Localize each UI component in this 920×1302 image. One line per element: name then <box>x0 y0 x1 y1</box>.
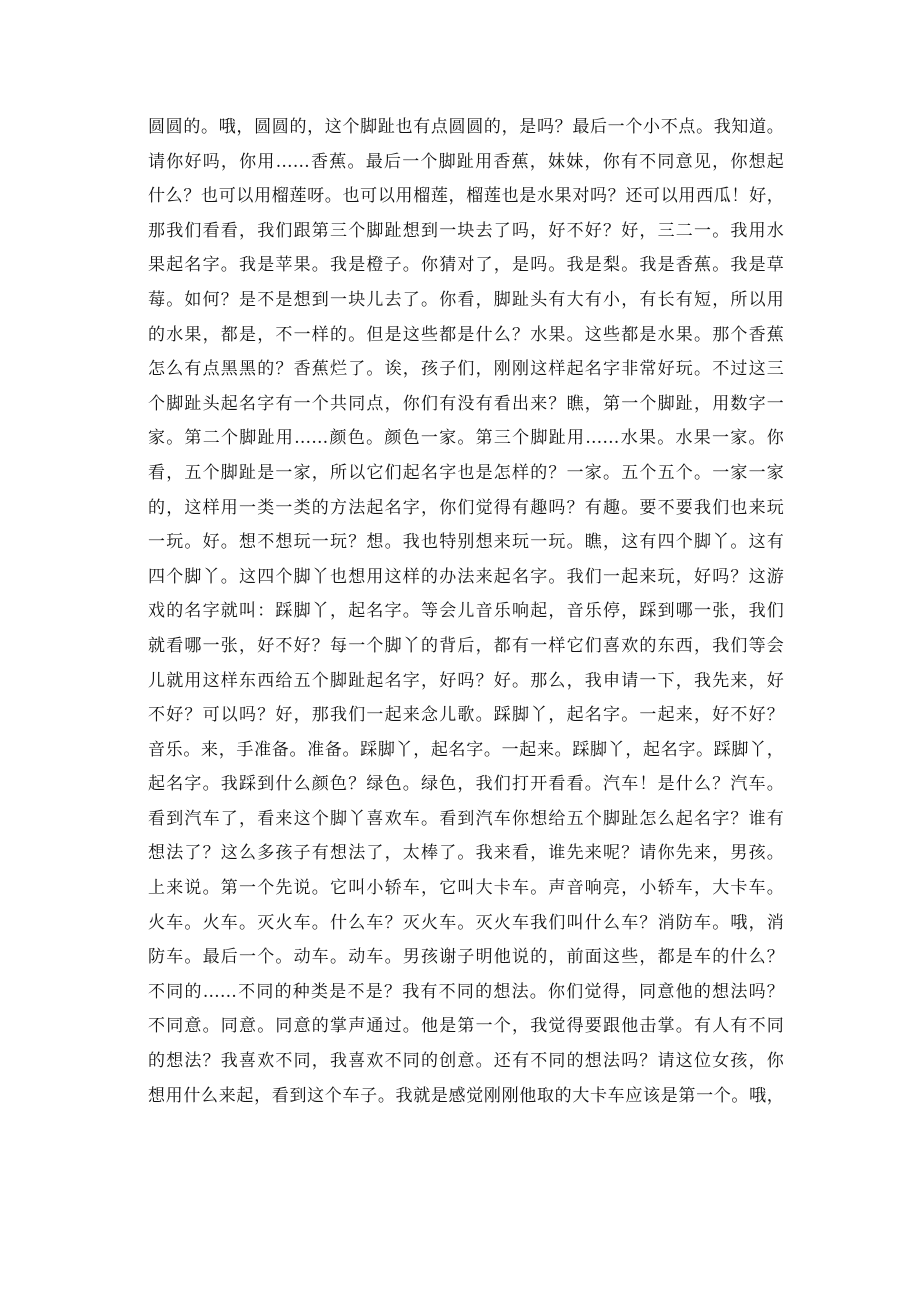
text-line: 起名字。我踩到什么颜色？绿色。绿色，我们打开看看。汽车！是什么？汽车。 <box>148 774 784 795</box>
text-line: 的想法？我喜欢不同，我喜欢不同的创意。还有不同的想法吗？请这位女孩，你 <box>148 1051 784 1072</box>
text-line: 家。第二个脚趾用……颜色。颜色一家。第三个脚趾用……水果。水果一家。你 <box>148 428 784 449</box>
text-line: 防车。最后一个。动车。动车。男孩谢子明他说的，前面这些，都是车的什么？ <box>148 947 784 968</box>
text-line: 火车。火车。灭火车。什么车？灭火车。灭火车我们叫什么车？消防车。哦，消 <box>148 912 784 933</box>
text-line: 看到汽车了，看来这个脚丫喜欢车。看到汽车你想给五个脚趾怎么起名字？谁有 <box>148 808 784 829</box>
text-line: 戏的名字就叫：踩脚丫，起名字。等会儿音乐响起，音乐停，踩到哪一张，我们 <box>148 601 784 622</box>
text-line: 不同的……不同的种类是不是？我有不同的想法。你们觉得，同意他的想法吗？ <box>148 981 784 1002</box>
text-line: 的，这样用一类一类的方法起名字，你们觉得有趣吗？有趣。要不要我们也来玩 <box>148 497 784 518</box>
text-line: 个脚趾头起名字有一个共同点，你们有没有看出来？瞧，第一个脚趾，用数字一 <box>148 393 784 414</box>
text-line: 想法了？这么多孩子有想法了，太棒了。我来看，谁先来呢？请你先来，男孩。 <box>148 843 784 864</box>
text-line: 请你好吗，你用……香蕉。最后一个脚趾用香蕉，妹妹，你有不同意见，你想起 <box>148 151 784 172</box>
text-line: 什么？也可以用榴莲呀。也可以用榴莲，榴莲也是水果对吗？还可以用西瓜！好， <box>148 186 784 207</box>
text-line: 就看哪一张，好不好？每一个脚丫的背后，都有一样它们喜欢的东西，我们等会 <box>148 635 784 656</box>
text-line: 儿就用这样东西给五个脚趾起名字，好吗？好。那么，我申请一下，我先来，好 <box>148 670 784 691</box>
text-line: 四个脚丫。这四个脚丫也想用这样的办法来起名字。我们一起来玩，好吗？这游 <box>148 566 784 587</box>
text-line: 上来说。第一个先说。它叫小轿车，它叫大卡车。声音响亮，小轿车，大卡车。 <box>148 878 784 899</box>
text-line: 不同意。同意。同意的掌声通过。他是第一个，我觉得要跟他击掌。有人有不同 <box>148 1016 784 1037</box>
text-line: 莓。如何？是不是想到一块儿去了。你看，脚趾头有大有小，有长有短，所以用 <box>148 289 784 310</box>
text-line: 那我们看看，我们跟第三个脚趾想到一块去了吗，好不好？好，三二一。我用水 <box>148 220 784 241</box>
text-line: 看，五个脚趾是一家，所以它们起名字也是怎样的？一家。五个五个。一家一家 <box>148 462 784 483</box>
text-line: 圆圆的。哦，圆圆的，这个脚趾也有点圆圆的，是吗？最后一个小不点。我知道。 <box>148 117 784 137</box>
text-line: 的水果，都是，不一样的。但是这些都是什么？水果。这些都是水果。那个香蕉 <box>148 324 784 345</box>
text-line: 果起名字。我是苹果。我是橙子。你猜对了，是吗。我是梨。我是香蕉。我是草 <box>148 255 784 276</box>
text-line: 不好？可以吗？好，那我们一起来念儿歌。踩脚丫，起名字。一起来，好不好？ <box>148 705 784 726</box>
text-line: 想用什么来起，看到这个车子。我就是感觉刚刚他取的大卡车应该是第一个。哦， <box>148 1085 784 1106</box>
body-text <box>148 110 784 1113</box>
text-line: 怎么有点黑黑的？香蕉烂了。诶，孩子们，刚刚这样起名字非常好玩。不过这三 <box>148 359 784 380</box>
text-line: 音乐。来，手准备。准备。踩脚丫，起名字。一起来。踩脚丫，起名字。踩脚丫， <box>148 739 784 760</box>
text-line: 一玩。好。想不想玩一玩？想。我也特别想来玩一玩。瞧，这有四个脚丫。这有 <box>148 532 784 553</box>
